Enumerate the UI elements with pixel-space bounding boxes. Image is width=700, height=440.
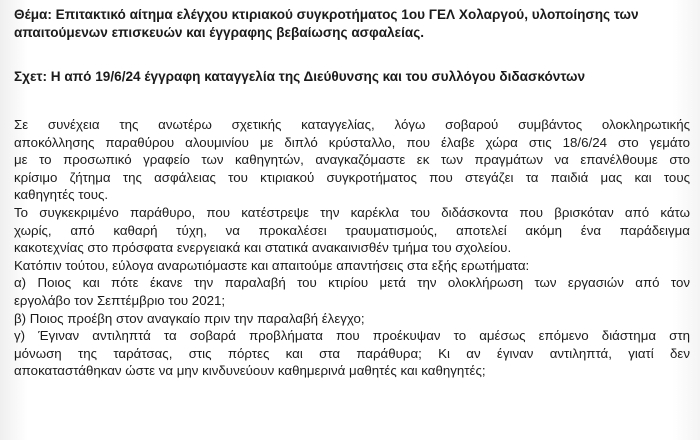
body-line: Κατόπιν τούτου, εύλογα αναρωτιόμαστε και απαιτούμε απαντήσεις στα εξής ερωτήματα: [14, 257, 530, 273]
body-line: Σε συνέχεια της ανωτέρω σχετικής καταγγελίας, λόγω σοβαρού συμβάντος ολοκληρωτικής [14, 117, 690, 132]
body-line: χωρίς, από καθαρή τύχη, να προκαλέσει τραυματισμούς, αποτελεί ακόμη ένα παράδειγμα [14, 222, 690, 238]
body-line: κακοτεχνίας στο πρόσφατα ενεργειακά και στατικά ανακαινισθέν τμήμα του σχολείου. [14, 240, 512, 256]
subject-line: απαιτούμενων επισκευών και έγγραφης βεβαίωσης ασφαλείας. [14, 25, 425, 40]
body-line: αποκόλλησης παραθύρου αλουμινίου με διπλό κρύσταλλο, που έλαβε χώρα στις 18/6/24 στο γεμάτο [14, 134, 690, 150]
body-line: α) Ποιος και πότε έκανε την παραλαβή του κτιρίου μετά την ολοκλήρωση των εργασιών από τον [14, 275, 690, 291]
body-line: β) Ποιος προέβη στον αναγκαίο πριν την παραλαβή έλεγχο; [14, 310, 365, 326]
subject-heading [14, 6, 654, 42]
subject-line: Θέμα: Επιτακτικό αίτημα ελέγχου κτιριακού συγκροτήματος 1ου ΓΕΛ Χολαργού, υλοποίησης των [14, 7, 639, 22]
body-line: καθηγητές τους. [14, 187, 109, 203]
body-line: κρίσιμο ζήτημα της ασφάλειας του κτιριακού συγκροτήματος που στεγάζει τα παιδιά μας και τους [14, 169, 690, 185]
body-line: γ) Έγιναν αντιληπτά τα σοβαρά προβλήματα που προέκυψαν το αμέσως επόμενο διάστημα στη [14, 328, 690, 344]
body-line: με το προσωπικό γραφείο των καθηγητών, αναγκαζόμαστε εκ των πραγμάτων να επανέλθουμε στο [14, 152, 690, 168]
body-line: Το συγκεκριμένο παράθυρο, που κατέστρεψε την καρέκλα του διδάσκοντα που βρισκόταν από κάτω [14, 204, 690, 220]
body-line: εργολάβο τον Σεπτέμβριο του 2021; [14, 292, 226, 308]
body-text [14, 116, 690, 380]
body-line: αποκαταστάθηκαν ώστε να μην κινδυνεύουν καθημερινά μαθητές και καθηγητές; [14, 363, 486, 379]
body-line: μόνωση της ταράτσας, στις πόρτες και στα παράθυρα; Κι αν έγιναν αντιληπτά, γιατί δεν [14, 345, 690, 361]
reference-line: Σχετ: Η από 19/6/24 έγγραφη καταγγελία της Διεύθυνσης και του συλλόγου διδασκόντων [14, 69, 586, 84]
